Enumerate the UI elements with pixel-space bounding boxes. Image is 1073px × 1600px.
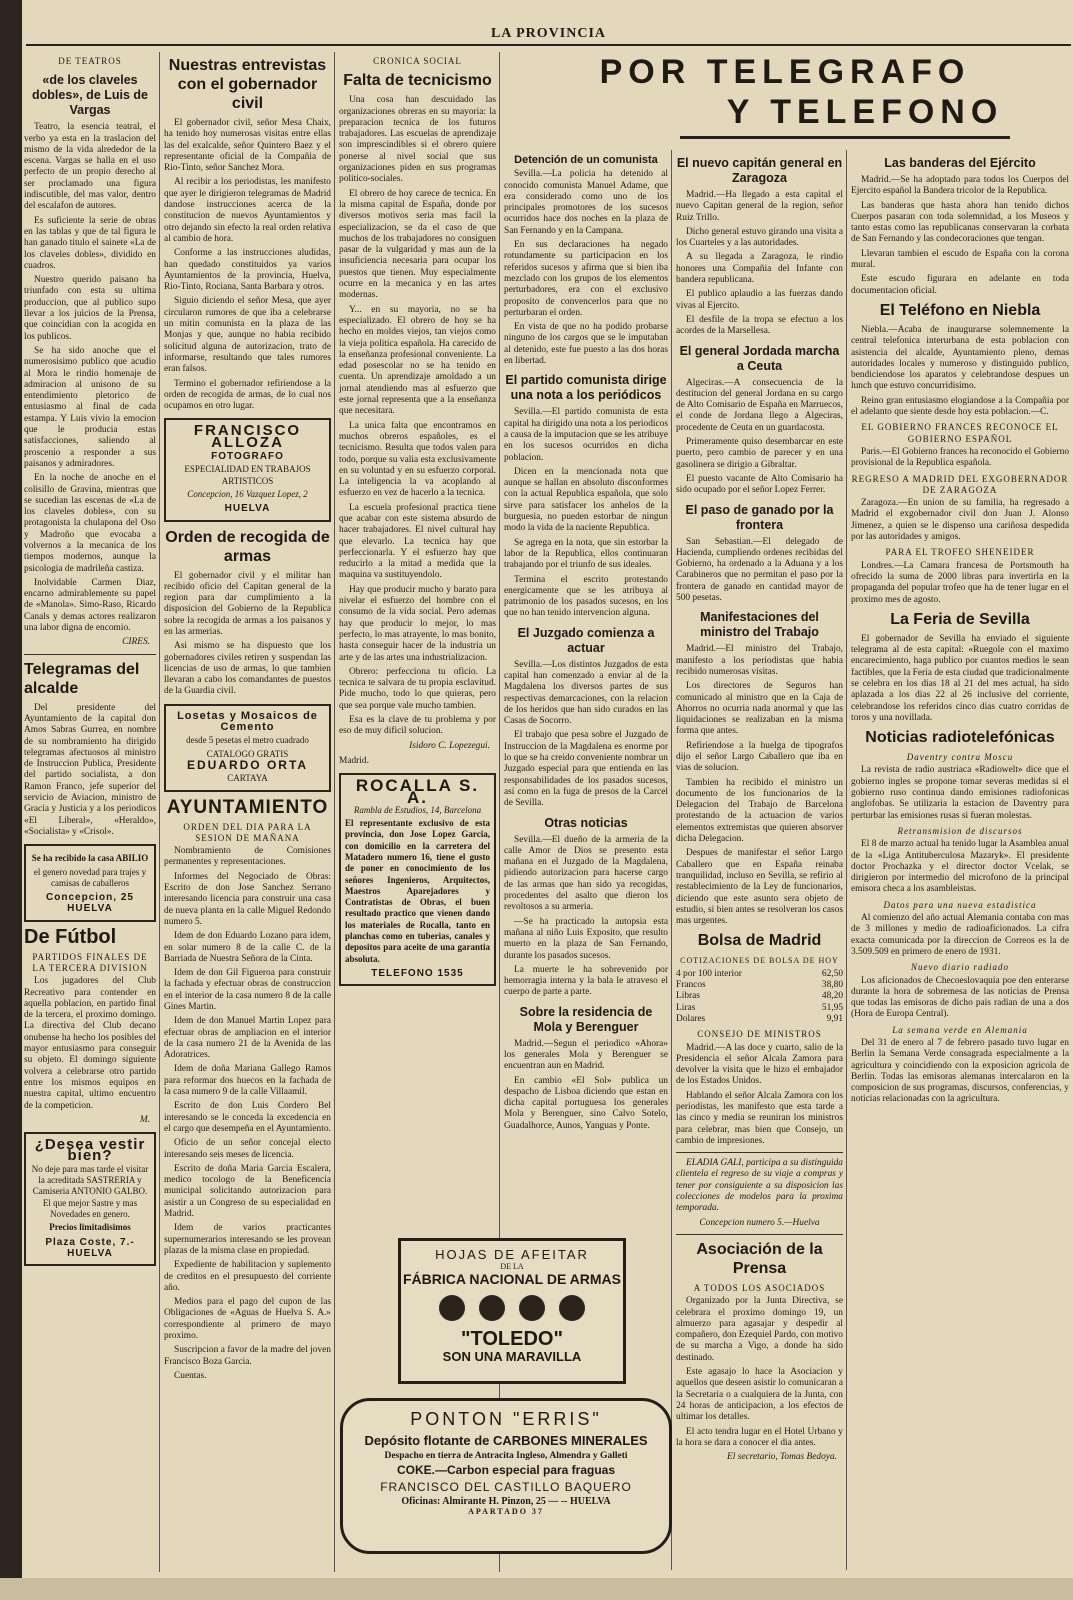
ad-line: ¿Desea vestir bien?	[34, 1136, 146, 1165]
table-cell: 48,20	[821, 991, 843, 1002]
paragraph: Medios para el pago del cupon de las Obligaciones de «Aguas de Huelva S. A.» correspondiente al primero de mayo proximo.	[164, 1297, 331, 1342]
subhead: Nuevo diario radiado	[911, 962, 1009, 973]
paragraph: Organizado por la Junta Directiva, se celebrara el proximo domingo 19, un almuerzo para agasajar y despedir al compañero, don Ezequiel Pardo, con motivo de su marcha a Vigo, a donde ha sido destinado.	[676, 1296, 843, 1363]
ad-line: FÁBRICA NACIONAL DE ARMAS	[402, 1271, 622, 1287]
ad-line: HUELVA	[224, 503, 271, 515]
paragraph: Siguio diciendo el señor Mesa, que ayer circularon rumores de que iba a celebrarse un mitin comunista en la plaza de las Monjas y que, aunque no habia recibido solicitud alguna de autorizacion, trato de informarse, resultando que tales rumores eran falsos.	[164, 296, 331, 375]
paragraph: Idem de don Eduardo Lozano para idem, en solar numero 8 de la calle C. de la Barriada de Nuestra Señora de la Cinta.	[164, 931, 331, 964]
paragraph: El publico aplaudio a las fuerzas dando vivas al Ejercito.	[676, 289, 843, 311]
headline-tecnicismo: Falta de tecnicismo	[343, 72, 492, 90]
paragraph: Al comienzo del año actual Alemania contaba con mas de 3 millones y medio de radioaficionados. La cifra exacta comunicada por la direccion de Correos es la de 3.509.509 en primero de enero de 1931.	[851, 913, 1069, 957]
column-rule	[334, 52, 335, 1572]
column-rule	[671, 150, 672, 1570]
paragraph: Sevilla.—El partido comunista de esta capital ha dirigido una nota a los periodicos a causa de la imputacion que se les atribuye en los sucesos ocurridos en dicha poblacion.	[504, 407, 668, 463]
paragraph: Madrid.—A las doce y cuarto, salio de la Presidencia el señor Alcala Zamora para devolver la visita que le hizo el embajador de los Estados Unidos.	[676, 1042, 843, 1087]
ad-line: No deje para mas tarde el visitar la acreditada SASTRERIA y Camiseria ANTONIO GALBO. El que mejor Sastre y mas Novedades en genero.	[31, 1163, 149, 1219]
paragraph: Niebla.—Acaba de inaugurarse solemnemente la central telefonica interurbana de esta poblacion con asistencia del alcalde, Ayuntamiento pleno, demas autoridades locales y numeroso y distinguido publico, bendiciendose los aparatos y celebrandose despues un lunch que estuvo concurridisimo.	[851, 324, 1069, 392]
paragraph: Idem de don Manuel Martin Lopez para efectuar obras de ampliacion en el interior de la casa numero 21 de la Avenida de las Adoratrices.	[164, 1016, 331, 1061]
paragraph: Suscripcion a favor de la madre del joven Francisco Boza Garcia.	[164, 1345, 331, 1367]
paragraph: El acto tendra lugar en el Hotel Urbano y la hora se dara a conocer el dia antes.	[676, 1426, 843, 1448]
ad-line: FRANCISCO ALLOZA	[193, 422, 302, 451]
column-rule	[846, 150, 847, 1570]
paragraph: Idem de varios practicantes supernumerarios interesando se les provean plazas de la misma clase en propiedad.	[164, 1223, 331, 1256]
subhead: Datos para una nueva estadistica	[883, 899, 1037, 910]
headline-partido: El partido comunista dirige una nota a los periódicos	[505, 373, 667, 403]
table-cell: Libras	[676, 991, 700, 1002]
paragraph: Del presidente del Ayuntamiento de la capital don Amos Sabras Gurrea, en nombre de su nombramiento ha dirigido telegramas afectuosos al ministro de Instruccion Publica, Presidente del partido socialista, a don Ramon Franco, jefe superior del servicio de Aviacion, ministro de Gracia y Justicia y a los periodicos «El Liberal», «Heraldo», «Socialista» y «Crisol».	[24, 702, 156, 837]
table-row	[676, 969, 843, 980]
paragraph: El 8 de marzo actual ha tenido lugar la Asamblea anual de la «Liga Antituberculosa Mazaryk». El presidente doctor Prochazka y el director doctor Vcelak, se dirigieron por intermedio del microfono de la principal emisora checa a los asambleistas.	[851, 839, 1069, 895]
ad-dots	[401, 1295, 623, 1321]
paragraph: Hay que producir mucho y barato para nivelar el esfuerzo del hombre con el consumo de la vida social. Pero ademas hay que producir lo mejor, lo mas perfecto, lo mas atrayente, lo mas bonito, hasta conseguir hacer de la industria un arte y de las artes una industrializacion.	[339, 584, 496, 663]
paragraph: Del 31 de enero al 7 de febrero pasado tuvo lugar en Berlin la Semana Verde consagrada especialmente a la agricultura y coincidiendo con la exposicion agricola de Berlin. Todas las emisoras alemanas intercalaron en la composicion de sus programas, discursos, conferencias, y noticias relacionadas con la agricultura.	[851, 1038, 1069, 1105]
table-row	[676, 980, 843, 991]
signature: CIRES.	[122, 637, 150, 648]
subhead: PARTIDOS FINALES DE LA TERCERA DIVISION	[32, 951, 148, 973]
ad-line: desde 5 pesetas el metro cuadrado	[186, 735, 309, 746]
paragraph: Esa es la clave de tu problema y por eso de muy dificil solucion.	[339, 715, 496, 737]
table-row	[676, 1014, 843, 1025]
ad-line: Despacho en tierra de Antracita Ingleso, Almendra y Galleti	[384, 1451, 628, 1461]
ad-line: ESPECIALIDAD EN TRABAJOS ARTISTICOS	[184, 464, 311, 486]
paragraph: El desfile de la tropa se efectuo a los acordes de la Marsellesa.	[676, 314, 843, 337]
headline-otras: Otras noticias	[544, 815, 628, 830]
paragraph: Una cosa han descuidado las organizaciones obreras en su mayoria: la preparacion tecnica de los futuros trabajadores. Las escuelas de aprendizaje son imprescindibles si el obrero quiere ponerse al nivel social que sus organizaciones piden en sus programas politico-sociales.	[339, 95, 496, 185]
paragraph: Es suficiente la serie de obras en las tablas y que de tal figura le han ganado titulo el sainete «La de los claveles dobles», dividido en cuadros.	[24, 215, 156, 271]
paragraph: Asi mismo se ha dispuesto que los gobernadores civiles retiren y suspendan las licencias de uso de armas, lo que tambien llevaran a cabo los comandantes de puestos de la Guardia civil.	[164, 641, 331, 697]
ad-line: DE LA	[500, 1262, 524, 1271]
ad-line: EDUARDO ORTA	[186, 757, 309, 772]
paragraph: Teatro, la esencia teatral, el verbo ya esta en la traslacion del mismo de la vida alrededor de la escena. Vargas se halla en el uso perfecto de un propio derecho al ser proclamado una figura indiscutible, del mas valor, dentro del escalafon de autores.	[24, 122, 156, 212]
headline-trabajo: Manifestaciones del ministro del Trabajo	[700, 610, 819, 640]
paragraph: Las banderas que hasta ahora han tenido dichos Cuerpos pasaran con toda solemnidad, a los Museos y tanto estas como las republicanas conservaran la corbata de San Fernando y las condecoraciones que tengan.	[851, 200, 1069, 245]
table-cell: 51,95	[821, 1002, 843, 1013]
ad-line: FRANCISCO DEL CASTILLO BAQUERO	[380, 1480, 632, 1494]
paragraph: Madrid.—Se ha adoptado para todos los Cuerpos del Ejercito español la Bandera tricolor de la Republica.	[851, 175, 1069, 197]
headline-feria: La Feria de Sevilla	[890, 610, 1030, 628]
masthead: LA PROVINCIA	[26, 26, 1071, 46]
ad-dot	[519, 1295, 545, 1321]
notice-address: Concepcion numero 5.—Huelva	[699, 1217, 820, 1228]
paragraph: Dicho general estuvo girando una visita a los Cuarteles y a las autoridades.	[676, 226, 843, 249]
paragraph: Termino el gobernador refiriendose a la orden de recogida de armas, de lo cual nos ocupamos en otro lugar.	[164, 378, 331, 412]
paragraph: Los jugadores del Club Recreativo para contender en aquella poblacion, en partido final de la tercera, el proximo domingo. La directiva del Club decano onubense ha hecho los posibles del mayor entusiasmo para conseguir su objeto. El domingo siguiente volvera a celebrarse otro partido entre los mismos equipos en nuestra capital, ultimo encuentro de la competicion.	[24, 976, 156, 1111]
section-label: CRONICA SOCIAL	[373, 56, 462, 66]
table-cell: Dolares	[676, 1013, 706, 1024]
subhead: PARA EL TROFEO SHENEIDER	[885, 547, 1035, 558]
ad-line: FOTOGRAFO	[211, 451, 284, 463]
paragraph: A su llegada a Zaragoza, le rindio honores una Compañia del Infante con bandera republicana.	[676, 252, 843, 286]
column-rule	[159, 52, 160, 1572]
paragraph: El gobernador civil, señor Mesa Chaix, ha tenido hoy numerosas visitas entre ellas las del exalcalde, señor Quintero Baez y el representante oficial de la Compañia de Rio-Tinto, señor Sanchez Mora.	[164, 118, 331, 174]
table-cell: Francos	[676, 980, 706, 991]
column-2	[164, 52, 331, 1572]
paragraph: Este escudo figurara en adelante en toda documentacion oficial.	[851, 274, 1069, 296]
table-cell: 4 por 100 interior	[676, 968, 742, 979]
paragraph: —Se ha practicado la autopsia esta mañana al niño Luis Exposito, que resulto muerto en la plaza de San Fernando, durante los pasados sucesos.	[504, 916, 668, 961]
paragraph: Llevaran tambien el escudo de España con la corona mural.	[851, 248, 1069, 271]
column-3	[339, 52, 496, 1222]
paragraph: Primeramente quiso desembarcar en este puerto, pero cambio de parecer y en una gasolinera se dirigio a Gibraltar.	[676, 437, 843, 470]
paragraph: Madrid.—Segun el periodico «Ahora» los generales Mola y Berenguer se encuentran aun en Madrid.	[504, 1038, 668, 1072]
paragraph: Madrid.—El ministro del Trabajo, manifesto a los periodistas que habia recibido numerosas visitas.	[676, 644, 843, 677]
paragraph: Reino gran entusiasmo elogiandose a la Compañia por el adelanto que siente desde hoy esta poblacion.—C.	[851, 395, 1069, 418]
paragraph: Escrito de don Luis Cordero Bel interesando se le conceda la excedencia en el cargo que desempeña en el Ayuntamiento.	[164, 1101, 331, 1134]
table-cell: 38,80	[821, 980, 843, 991]
paragraph: Sevilla.—Los distintos Juzgados de esta capital han comenzado a enviar al de la Magdalena los diversos partes de sus respectivas demarcaciones, con la relacion de los heridos que han sido curados en las Casas de Socorro.	[504, 659, 668, 727]
paragraph: Escrito de doña Maria Garcia Escalera, medico tocologo de la Beneficencia municipal solicitando autorizacion para asistir a un Congreso de su especialidad en Madrid.	[164, 1163, 331, 1220]
ad-alloza	[164, 418, 331, 521]
paragraph: En vista de que no ha podido probarse ninguno de los cargos que se le imputaban al detenido, este fue puesto a las dos horas en libertad.	[504, 322, 668, 367]
subhead: REGRESO A MADRID DEL EXGOBERNADOR DE ZARAGOZA	[851, 473, 1069, 495]
subhead: La semana verde en Alemania	[892, 1024, 1028, 1035]
paragraph: Obrero: perfecciona tu oficio. La tecnica te salvara de tu propia esclavitud. Pide mucho, todo lo que quieras, pero que sea porque vale mucho tambien.	[339, 666, 496, 711]
ad-rocalla	[339, 773, 496, 986]
ad-line: CATALOGO GRATIS	[206, 748, 289, 759]
ad-toledo	[398, 1238, 626, 1384]
binding-edge	[0, 0, 22, 1600]
ad-dot	[439, 1295, 465, 1321]
paragraph: Londres.—La Camara francesa de Portsmouth ha ofrecido la suma de 2000 libras para invertirla en la propaganda del popular trofeo que ha de tener lugar en el proximo mes de agosto.	[851, 560, 1069, 605]
headline-capitan: El nuevo capitán general en Zaragoza	[676, 156, 843, 185]
paragraph: Hablando el señor Alcala Zamora con los periodistas, les manifesto que esta tarde a las cinco y media se reuniran los ministros para celebrar, mas bien que Consejo, un cambio de impresiones.	[676, 1090, 843, 1146]
column-6	[851, 150, 1069, 1570]
paragraph: Expediente de habilitacion y suplemento de creditos en el presupuesto del corriente año.	[164, 1260, 331, 1293]
paragraph: Zaragoza.—En union de su familia, ha regresado a Madrid el exgobernador civil don Juan J. Alonso Jimenez, a quien se le dispenso una cariñosa despedida por las autoridades y amigos.	[851, 498, 1069, 543]
headline-ayuntamiento: AYUNTAMIENTO	[166, 796, 329, 818]
ad-line: Precios limitadisimos	[49, 1222, 131, 1233]
ad-line: Depósito flotante de CARBONES MINERALES	[364, 1433, 648, 1448]
subhead: CONSEJO DE MINISTROS	[697, 1029, 822, 1040]
paragraph: La revista de radio austriaca «Radiowelt» dice que el gobierno ingles se propone tomar severas medidas si el gobierno ruso continua dando emisiones radiofonicas anglofobas. Se utilizaria la estacion de Daventry para perturbar las emisiones rusas si fueran molestas.	[851, 765, 1069, 821]
ad-line: Se ha recibido la casa ABILIO	[31, 853, 149, 864]
paragraph: Los aficionados de Checoeslovaquia poe den enterarse durante la hora de sobremesa de las noticias de Prensa que todas las emisoras de dicho pais radian de una a dos (Hora de Europa Central).	[851, 975, 1069, 1020]
headline-radio: Noticias radiotelefónicas	[865, 729, 1055, 747]
paragraph: Este agasajo lo hace la Asociacion y aquellos que deseen asistir lo comunicaran a la Secretaria o a cualquiera de la Junta, con 24 horas de anticipacion, a los efectos de ultimar los detalles.	[676, 1367, 843, 1423]
paragraph: Algeciras.—A consecuencia de la destitucion del general Jordana en su cargo de Alto Comisario de España en Marruecos, el conde de Jordana llego a Algeciras, procedente de Ceuta en un guardacosta.	[676, 377, 843, 433]
divider	[676, 1234, 843, 1235]
column-1	[24, 52, 156, 1572]
headline-juzgado: El Juzgado comienza a actuar	[517, 625, 655, 655]
paragraph: Inolvidable Carmen Diaz, encarno admirablemente su papel de «Manola». Simo-Raso, Ricardo Canals y demas actores realizaron una labor digna de encomio.	[24, 577, 156, 634]
headline-entrevistas: Nuestras entrevistas con el gobernador civil	[168, 57, 327, 112]
divider	[676, 1152, 843, 1153]
subhead: ORDEN DEL DIA PARA LA SESION DE MAÑANA	[183, 821, 312, 843]
ad-line: ROCALLA S. A.	[355, 776, 480, 807]
paragraph: Informes del Negociado de Obras: Escrito de don Jose Sanchez Serrano interesando licencia para construir una casa de nueva planta en la calle Miguel Redondo numero 5.	[164, 871, 331, 927]
ad-line: TELEFONO 1535	[371, 967, 464, 979]
ad-line: HOJAS DE AFEITAR	[435, 1247, 589, 1262]
signature: M.	[139, 1114, 150, 1125]
paragraph: La unica falta que encontramos en muchos obreros españoles, es el tecnicismo. Resulta que todos valen para todo, porque su valia esta exclusivamente en su voluntad y en su esfuerzo corporal. La inteligencia la va acoplando al esfuerzo en vez de hacerlo a la tecnica.	[339, 420, 496, 499]
section-label: DE TEATROS	[58, 56, 122, 66]
page-bottom-edge	[0, 1578, 1073, 1600]
table-row	[676, 991, 843, 1002]
banner-underline	[680, 136, 1010, 139]
banner-line-1: POR TELEGRAFO	[599, 53, 971, 91]
ad-line: Concepcion, 16 Vazquez Lopez, 2	[187, 488, 308, 499]
notice-galli: ELADIA GALI, participa a su distinguida clientela el regreso de su viaje a compras y tener por consiguiente a su disposicion las colecciones de modelos para la proxima temporada.	[676, 1158, 843, 1214]
banner-line-2: Y TELEFONO	[726, 93, 1004, 131]
paragraph: El obrero de hoy carece de tecnica. En la misma capital de España, donde por diversos motivos seria mas facil la especializacion, se da el caso de que muchos de los trabajadores no consiguen pasar de la vulgaridad y mas aun de la insuficiencia necesaria para ocupar los puestos que tienen. Muy especialmente ocurre en la mecanica y en las artes modernas.	[339, 188, 496, 301]
paragraph: San Sebastian.—El delegado de Hacienda, cumpliendo ordenes recibidas del Gobierno, ha ordenado a la Aduana y a los Carabineros que no permitan el paso por la frontera de ganado en cantidad mayor de 500 pesetas.	[676, 536, 843, 604]
paragraph: El puesto vacante de Alto Comisario ha sido ocupado por el señor Lopez Ferrer.	[676, 473, 843, 496]
divider	[24, 654, 156, 655]
paragraph: Idem de don Gil Figueroa para construir la fachada y efectuar obras de construccion en el interior de la casa numero 8 de la calle Gines Martin.	[164, 968, 331, 1012]
paragraph: Cuentas.	[174, 1370, 207, 1381]
subhead: A TODOS LOS ASOCIADOS	[693, 1282, 826, 1293]
headline-teatro: «de los claveles dobles», de Luis de Vargas	[32, 73, 148, 118]
paragraph: El trabajo que pesa sobre el Juzgado de Instruccion de la Magdalena es enorme por lo que se ha creido conveniente nombrar un Juzgado especial para que entienda en las responsabilidades de los pasados sucesos, asi como en la fuga de presos de la Carcel de Sevilla.	[504, 730, 668, 809]
paragraph: En la noche de anoche en el colisillo de Gravina, mientras que se sucedian las escenas de «La de los claveles dobles», con su protagonista la chulapona del Oso y Madroño que evocaba a volvernos a la mecanica de los tiempos modernos, aunque la psicologia de madrileña castiza.	[24, 473, 156, 574]
table-cell: Liras	[676, 1002, 696, 1013]
paragraph: Sevilla.—El dueño de la armeria de la calle Amor de Dios se presento esta mañana en el Juzgado de la Magdalena, pidiendo autorizacion para hacerse cargo de las armas que han sido ya recogidas, procedentes del asalto que dieron los revoltosos a su armeria.	[504, 834, 668, 913]
paragraph: Al recibir a los periodistas, les manifesto que ayer le dirigieron telegramas de Madrid dandose instrucciones acerca de la constitucion de nuevos Ayuntamientos y otro dejando sin efecto la real orden relativa al cambio de hora.	[164, 177, 331, 244]
headline-detencion: Detención de un comunista	[514, 154, 658, 166]
paragraph: Nuestro querido paisano ha triunfado con esta su ultima produccion, que al publico supo llevar a los juicios de la Prensa, que coincidian con la acogida en los publicos.	[24, 275, 156, 342]
paragraph: El gobernador de Sevilla ha enviado el siguiente telegrama al de esta capital: «Ruegole con el maximo encarecimiento, haga publico por cuantos medios le sean factibles, que la Feria de esta ciudad que tradicionalmente se celebra en los dias 18 al 21 del mes actual, ha sido aplazada a los dias 22 al 26 inclusive del corriente, celebrandose los referidos cinco dias cuatro corridas de toros y una novillada.	[851, 633, 1069, 723]
ad-line: Concepcion, 25 HUELVA	[46, 892, 134, 915]
paragraph: Los directores de Seguros han comunicado al ministro que en la Caja de Ahorros no ocurria nada anormal y que las liquidaciones se realizaban en la misma forma que antes.	[676, 681, 843, 737]
headline-ganado: El paso de ganado por la frontera	[685, 502, 834, 532]
headline-jordana: El general Jordada marcha a Ceuta	[679, 343, 840, 373]
ad-line: PONTON "ERRIS"	[410, 1409, 602, 1429]
ad-line: Plaza Coste, 7.-HUELVA	[45, 1236, 135, 1259]
paragraph: Y... en su mayoria, no se ha especializado. El obrero de hoy se ha hecho en moldes viejos, tan viejos como la vieja politica española. Ha carecido de la enseñanza profesional conveniente. La edad posescolar no se ha tenido en cuenta. Un aprendizaje amoldado a un jornal atendiendo mas al esfuerzo que este jornal representa que a la enseñanza que necesitara.	[339, 304, 496, 417]
paragraph: Dicen en la mencionada nota que aunque se hallan en absoluto disconformes con la actual Republica española, que solo sirve para satisfacer los anhelos de la burguesia, no pueden estorbar de ningun modo la vida de la naciente Republica.	[504, 466, 668, 534]
headline-niebla: El Teléfono en Niebla	[879, 301, 1041, 319]
ad-line: "TOLEDO"	[461, 1328, 563, 1350]
table-cell: 9,91	[826, 1013, 843, 1024]
subhead: Daventry contra Moscu	[906, 752, 1014, 763]
paragraph: Refiriendose a la huelga de tipografos dijo el señor Largo Caballero que iba en vias de solucion.	[676, 740, 843, 774]
paragraph: Tambien ha recibido el ministro un documento de los funcionarios de la Delegacion del Trabajo de Barcelona protestando de la actuacion de varios elementos extremistas que quieren absorver dicha Delegacion.	[676, 777, 843, 845]
dateline: Madrid.	[339, 755, 369, 766]
subhead: Retransmision de discursos	[897, 825, 1023, 836]
paragraph: Nombramiento de Comisiones permanentes y representaciones.	[164, 846, 331, 868]
column-5	[676, 150, 843, 1570]
paragraph: En cambio «El Sol» publica un despacho de Lisboa diciendo que estan en dicha capital portuguesa los generales Mola y Berenguer, sino Calvo Sotelo, Guadalhorce, Aunos, Yanguas y Ponte.	[504, 1075, 668, 1131]
paragraph: El gobernador civil y el militar han recibido oficio del Capitan general de la region para dar cumplimiento a la disposicion del Gobierno de la Republica sobre la recogida de armas a los paisanos y en las armerias.	[164, 570, 331, 637]
headline-residencia: Sobre la residencia de Mola y Berenguer	[519, 1004, 653, 1034]
table-cell: 62,50	[821, 968, 843, 979]
headline-bolsa: Bolsa de Madrid	[697, 932, 822, 950]
paragraph: Se agrega en la nota, que sin estorbar la labor de la Republica, ellos continuaran trabajando por el triunfo de sus ideales.	[504, 537, 668, 571]
subhead: EL GOBIERNO FRANCES RECONOCE EL GOBIERNO ESPAÑOL	[861, 422, 1059, 444]
ad-line: El representante exclusivo de esta provincia, don Jose Lopez Garcia, con domicilio en la carretera del Matadero numero 16, tiene el gusto de poner en conocimiento de los señores Ingenieros, Arquitectos, Maestros Aparejadores y Contratistas de Obras, el buen resultado practico que vienen dando los materiales de Rocalla, tanto en planchas como en tuberias, canales y depositos para aceite de una garantia absoluta.	[345, 818, 490, 964]
subhead: COTIZACIONES DE BOLSA DE HOY	[680, 956, 839, 966]
ad-line: COKE.—Carbon especial para fraguas	[396, 1463, 616, 1477]
headline-armas: Orden de recogida de armas	[165, 528, 330, 565]
ad-orta	[164, 704, 331, 792]
table-row	[676, 1003, 843, 1014]
ad-line: Rambla de Estudios, 14, Barcelona	[353, 804, 482, 815]
paragraph: La escuela profesional practica tiene que acabar con este sistema absurdo de hacer trabajadores. El nivel cultural hay que elevarlo. La tecnica hay que perfeccionarla. Y el esfuerzo hay que reducirlo a la mitad a medida que la maquina va sustituyendolo.	[339, 502, 496, 581]
ad-sastreria	[24, 1132, 156, 1266]
paragraph: Termina el escrito protestando energicamente que se les atribuya al patrimonio de los pasados sucesos, en los que no han tenido intervencion alguna.	[504, 574, 668, 619]
paragraph: Oficio de un señor concejal electo interesando seis meses de licencia.	[164, 1138, 331, 1160]
paragraph: Madrid.—Ha llegado a esta capital el nuevo Capitan general de la region, señor Ruiz Trillo.	[676, 190, 843, 223]
headline-telegramas: Telegramas del alcalde	[24, 660, 140, 697]
ad-dot	[479, 1295, 505, 1321]
paragraph: Conforme a las instrucciones aludidas, han quedado constituidos ya varios Ayuntamientos de la provincia, Huelva, Rio-Tinto, Rociana, Santa Barbara y otros.	[164, 248, 331, 293]
paragraph: Despues de manifestar el señor Largo Caballero que en España reinaba tranquilidad, incluso en Sevilla, se refirio al restablecimiento de la Ley de funcionarios, diciendo que este asunto sera objeto de estudio, si bien antes se resolveran los casos mas urgentes.	[676, 848, 843, 927]
column-4	[504, 150, 668, 1210]
paragraph: En sus declaraciones ha negado rotundamente su participacion en los referidos sucesos y afirma que si bien iba mezclado con los grupos de los elementos perturbadores, era con el exclusivo proposito de convencerlos para que no perturbaran el orden.	[504, 240, 668, 318]
paragraph: Idem de doña Mariana Gallego Ramos para reformar dos huecos en la fachada de la casa numero 9 de la calle Villaamil.	[164, 1064, 331, 1098]
ad-line: Oficinas: Almirante H. Pinzon, 25 — -- HUELVA	[401, 1496, 611, 1507]
section-banner	[500, 52, 1070, 142]
ad-line: APARTADO 37	[468, 1507, 544, 1516]
paragraph: La muerte le ha sobrevenido por hemorragia interna y la bala le atraveso el cuerpo de parte a parte.	[504, 964, 668, 998]
headline-banderas: Las banderas del Ejército	[884, 156, 1036, 170]
stock-table	[676, 969, 843, 1025]
paragraph: Se ha sido anoche que el numerosisimo publico que acudio al Mora le rindio homenaje de admiracion al unisono de su entendimiento pletorico de entusiasmo al final de cada estampa. Y Luis vivio la emocion que le producia estas satisfacciones, saliendo al proscenio a responder a sus paisanos y admiradores.	[24, 345, 156, 469]
ad-line: CARTAYA	[227, 773, 268, 784]
ad-ponton-erris	[340, 1398, 672, 1554]
paragraph: Paris.—El Gobierno frances ha reconocido el Gobierno provisional de la Republica española.	[851, 446, 1069, 469]
signature: El secretario, Tomas Bedoya.	[727, 1452, 837, 1463]
signature: Isidoro C. Lopezegui.	[409, 740, 490, 751]
ad-line: SON UNA MARAVILLA	[442, 1349, 582, 1364]
ad-line: el genero novedad para trajes y camisas de caballeros	[33, 866, 147, 888]
headline-futbol: De Fútbol	[24, 925, 117, 948]
paragraph: Sevilla.—La policia ha detenido al conocido comunista Manuel Adame, que era considerado como uno de los principales promotores de los sucesos ocurridos hace dos noches en la plaza de San Fernando y en la Campana.	[504, 169, 668, 236]
headline-prensa: Asociación de la Prensa	[696, 1240, 823, 1277]
ad-line: Losetas y Mosaicos de Cemento	[177, 709, 318, 734]
ad-abilio	[24, 844, 156, 921]
ad-dot	[559, 1295, 585, 1321]
